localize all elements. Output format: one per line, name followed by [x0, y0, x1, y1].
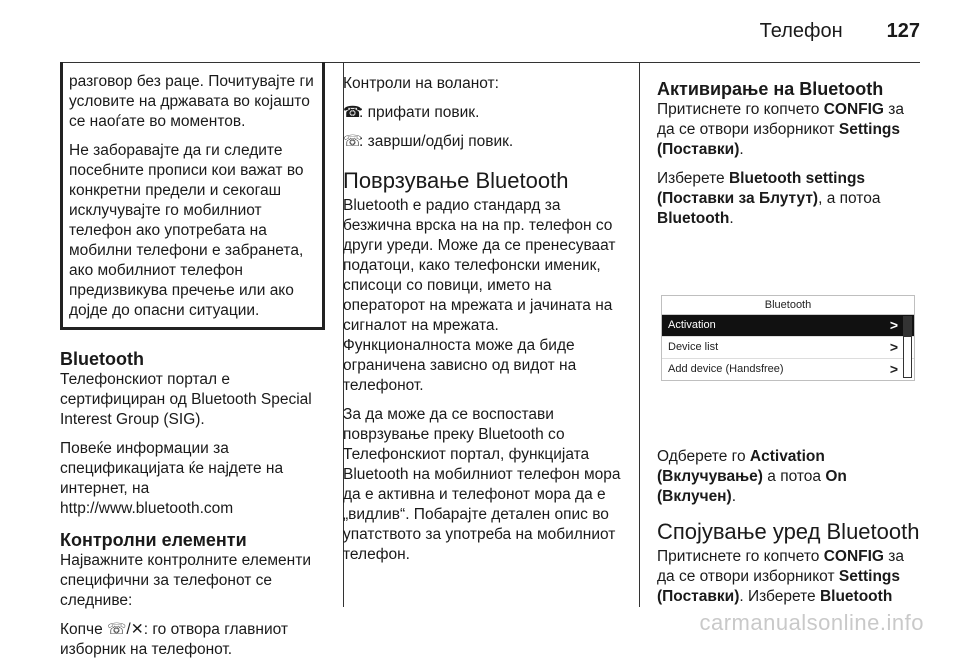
menu-item-device-list[interactable] — [662, 337, 914, 359]
wheel-controls-heading: Контроли на воланот: — [343, 75, 499, 92]
chevron-right-icon: > — [889, 339, 898, 355]
text-run: за да се отвори изборникот — [657, 101, 905, 138]
chevron-right-icon: > — [889, 317, 898, 333]
controls-text-prefix: Копче — [60, 621, 108, 638]
warning-text-2: Не заборавајте да ги следите посебните прописи кои важат во конкретни предели и секогаш исклучувајте го мобилниот телефон ако употребата на мобилни телефони е забранета, ако мобилниот телефон предизвикува пречење или ако дојде до опасни ситуации. — [69, 142, 304, 319]
page-header — [760, 20, 920, 43]
bt-settings-label: Bluetooth settings (Поставки за Блутут) — [657, 170, 866, 207]
end-call-text: : заврши/одбиј повик. — [359, 133, 514, 150]
bluetooth-label: Bluetooth — [819, 588, 893, 605]
activate-text-3 — [657, 447, 925, 507]
bluetooth-text-1: Телефонскиот портал е сертифициран од Bluetooth Special Interest Group (SIG). — [60, 371, 312, 428]
text-run: , а потоа — [818, 190, 881, 207]
chevron-right-icon: > — [889, 361, 898, 377]
watermark: carmanualsonline.info — [699, 610, 924, 635]
text-run: Притиснете го копчето — [657, 101, 824, 118]
activation-label: Activation (Вклучување) — [657, 448, 825, 485]
activate-heading: Активирање на Bluetooth — [657, 79, 884, 99]
pair-device-heading: Спојување уред Bluetooth — [657, 519, 920, 544]
text-run: . Изберете — [739, 588, 820, 605]
accept-call-icon: ☎ — [343, 104, 363, 121]
menu-title: Bluetooth — [662, 296, 914, 315]
warning-box — [60, 62, 325, 330]
config-key-label: CONFIG — [823, 548, 884, 565]
controls-text-2 — [60, 620, 325, 660]
activate-text-1 — [657, 100, 925, 160]
text-run: . — [729, 210, 734, 227]
settings-menu-label: Settings (Поставки) — [657, 568, 901, 605]
controls-text-suffix: : го отвора главниот изборник на телефонот. — [60, 621, 289, 658]
bluetooth-menu-screenshot — [657, 245, 919, 423]
text-run: Одберете го — [657, 448, 750, 465]
activate-text-2 — [657, 169, 925, 229]
menu-item-label: Add device (Handsfree) — [668, 363, 784, 375]
controls-text-1: Најважните контролните елементи специфични за телефонот се следниве: — [60, 552, 311, 609]
pairing-text-2: За да може да се воспостави поврзување преку Bluetooth со Телефонскиот портал, функцијата Bluetooth на мобилниот телефон мора да е активна и телефонот мора да е „видлив“. Побарајте детален опис во упатството за употреба на мобилниот телефон. — [343, 406, 621, 563]
bluetooth-heading: Bluetooth — [60, 349, 144, 369]
menu-panel — [661, 295, 915, 381]
pairing-text-1: Bluetooth е радио стандард за безжична врска на на пр. телефон со други уреди. Може да се пренесуваат податоци, како телефонски именик, списоци со повици, името на операторот на мрежата и јачината на сигналот на мрежата. Функционалноста може да биде ограничена зависно од видот на телефонот. — [343, 197, 616, 394]
on-label: On (Вклучен) — [657, 468, 847, 505]
bluetooth-url: http://www.bluetooth.com — [60, 500, 234, 517]
text-run: Изберете — [657, 170, 729, 187]
section-title: Телефон — [759, 20, 843, 42]
column-divider-2 — [639, 62, 640, 607]
menu-item-label: Device list — [668, 341, 719, 353]
scrollbar-thumb[interactable] — [904, 317, 911, 337]
end-call-line — [343, 132, 628, 152]
text-run: . — [739, 141, 744, 158]
menu-item-activation[interactable] — [662, 315, 914, 337]
end-call-icon: ☏ — [343, 133, 363, 150]
accept-call-line — [343, 103, 628, 123]
menu-item-add-device[interactable] — [662, 359, 914, 380]
column-1 — [60, 72, 325, 669]
phone-key-icon: ☏/✕ — [107, 621, 144, 638]
column-2 — [343, 72, 628, 574]
bluetooth-label: Bluetooth — [657, 210, 730, 227]
menu-item-label: Activation — [668, 319, 716, 331]
controls-heading: Контролни елементи — [60, 530, 247, 550]
scrollbar[interactable] — [903, 316, 912, 378]
text-run: за да се отвори изборникот — [657, 548, 905, 585]
page-number: 127 — [886, 20, 920, 42]
text-run: Притиснете го копчето — [657, 548, 824, 565]
settings-menu-label: Settings (Поставки) — [657, 121, 901, 158]
bluetooth-text-2: Повеќе информации за спецификацијата ќе најдете на интернет, на — [60, 440, 284, 497]
warning-text-1: разговор без раце. Почитувајте ги условите на државата во којашто се наоѓате во моментов. — [69, 73, 314, 130]
text-run: . — [731, 488, 737, 505]
text-run: а потоа — [762, 468, 826, 485]
accept-call-text: : прифати повик. — [359, 104, 480, 121]
pair-device-text — [657, 547, 925, 607]
config-key-label: CONFIG — [823, 101, 884, 118]
pairing-heading: Поврзување Bluetooth — [343, 168, 569, 193]
column-3 — [657, 72, 925, 616]
